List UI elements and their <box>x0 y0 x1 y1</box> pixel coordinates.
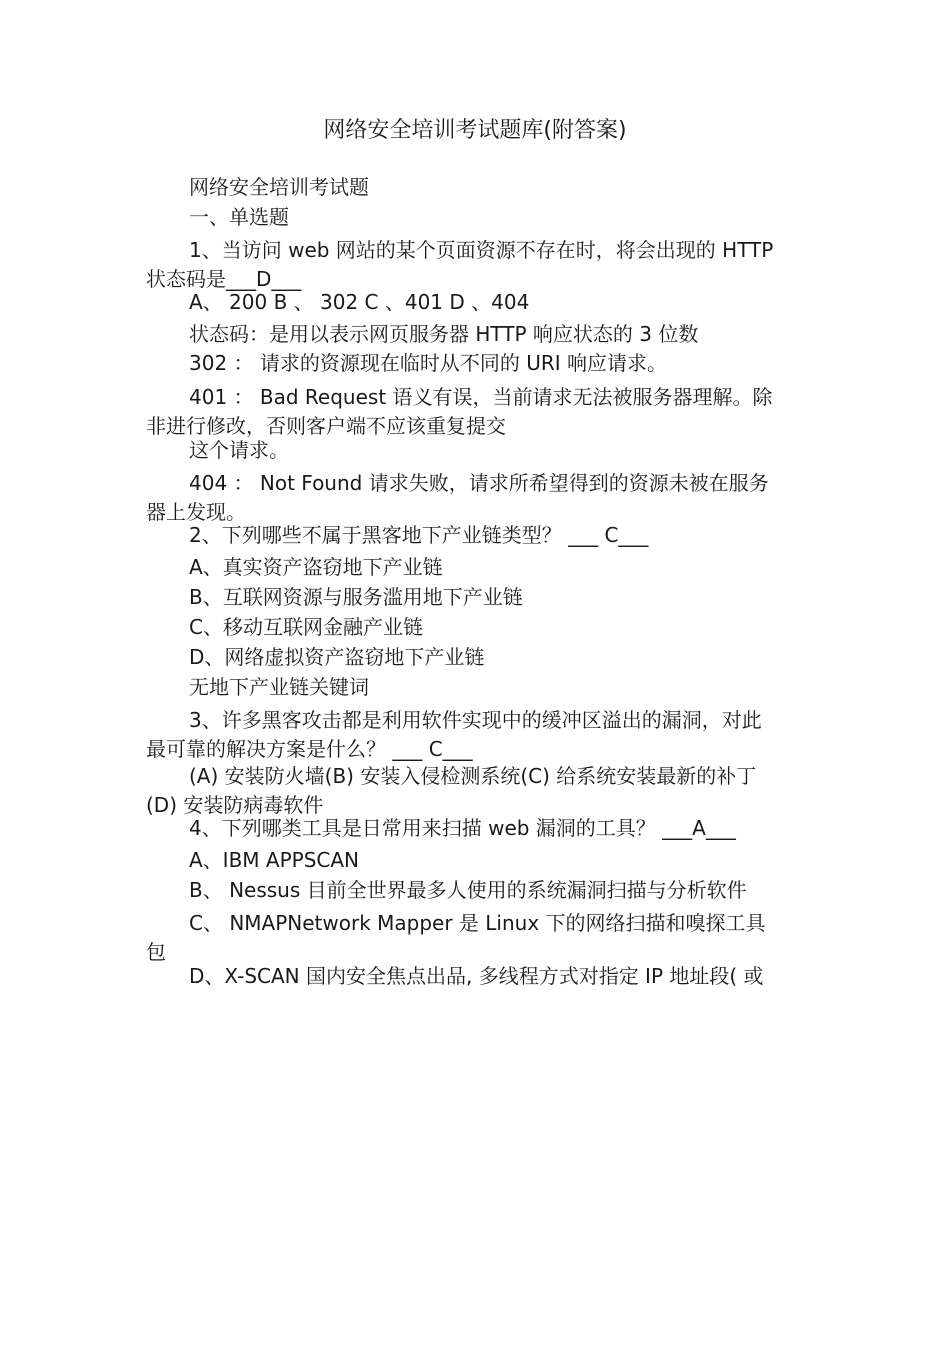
q1-note-401-line2: 非进行修改，否则客户端不应该重复提交 <box>146 414 506 438</box>
document-title: 网络安全培训考试题库(附答案) <box>323 118 627 143</box>
section-heading: 一、单选题 <box>189 205 289 229</box>
q4-option-c-line2: 包 <box>146 940 166 964</box>
q3-options-line1: (A) 安装防火墙(B) 安装入侵检测系统(C) 给系统安装最新的补丁 <box>189 764 757 788</box>
q4-option-d: D、X-SCAN 国内安全焦点出品, 多线程方式对指定 IP 地址段( 或 <box>189 964 764 988</box>
q3-text-line2: 最可靠的解决方案是什么？ ___ C___ <box>146 737 473 761</box>
q1-note-401-line3: 这个请求。 <box>189 438 289 462</box>
q2-option-b: B、互联网资源与服务滥用地下产业链 <box>189 585 523 609</box>
q1-note-404-line2: 器上发现。 <box>146 500 246 524</box>
q1-note-404-line1: 404 ： Not Found 请求失败，请求所希望得到的资源未被在服务 <box>189 471 769 495</box>
q3-text-line1: 3、许多黑客攻击都是利用软件实现中的缓冲区溢出的漏洞，对此 <box>189 708 762 732</box>
q4-option-c-line1: C、 NMAPNetwork Mapper 是 Linux 下的网络扫描和嗅探工具 <box>189 911 766 935</box>
q4-option-b: B、 Nessus 目前全世界最多人使用的系统漏洞扫描与分析软件 <box>189 878 747 902</box>
q4-option-a: A、IBM APPSCAN <box>189 848 360 872</box>
q2-note: 无地下产业链关键词 <box>189 675 369 699</box>
q1-note-401-line1: 401 ： Bad Request 语义有误，当前请求无法被服务器理解。除 <box>189 385 773 409</box>
q1-text-line2: 状态码是___D___ <box>146 267 302 291</box>
q2-text: 2、下列哪些不属于黑客地下产业链类型？ ___ C___ <box>189 523 649 547</box>
q1-note-status-code: 状态码：是用以表示网页服务器 HTTP 响应状态的 3 位数 <box>189 322 699 346</box>
q1-note-302: 302 ： 请求的资源现在临时从不同的 URI 响应请求。 <box>189 351 668 375</box>
q3-options-line2: (D) 安装防病毒软件 <box>146 793 324 817</box>
q2-option-d: D、网络虚拟资产盗窃地下产业链 <box>189 645 485 669</box>
q2-option-a: A、真实资产盗窃地下产业链 <box>189 555 443 579</box>
q1-text-line1: 1、当访问 web 网站的某个页面资源不存在时，将会出现的 HTTP <box>189 238 774 262</box>
q2-option-c: C、移动互联网金融产业链 <box>189 615 423 639</box>
q4-text: 4、下列哪类工具是日常用来扫描 web 漏洞的工具？ ___A___ <box>189 816 736 840</box>
exam-heading: 网络安全培训考试题 <box>189 175 369 199</box>
q1-options: A、 200 B 、 302 C 、401 D 、404 <box>189 290 530 314</box>
